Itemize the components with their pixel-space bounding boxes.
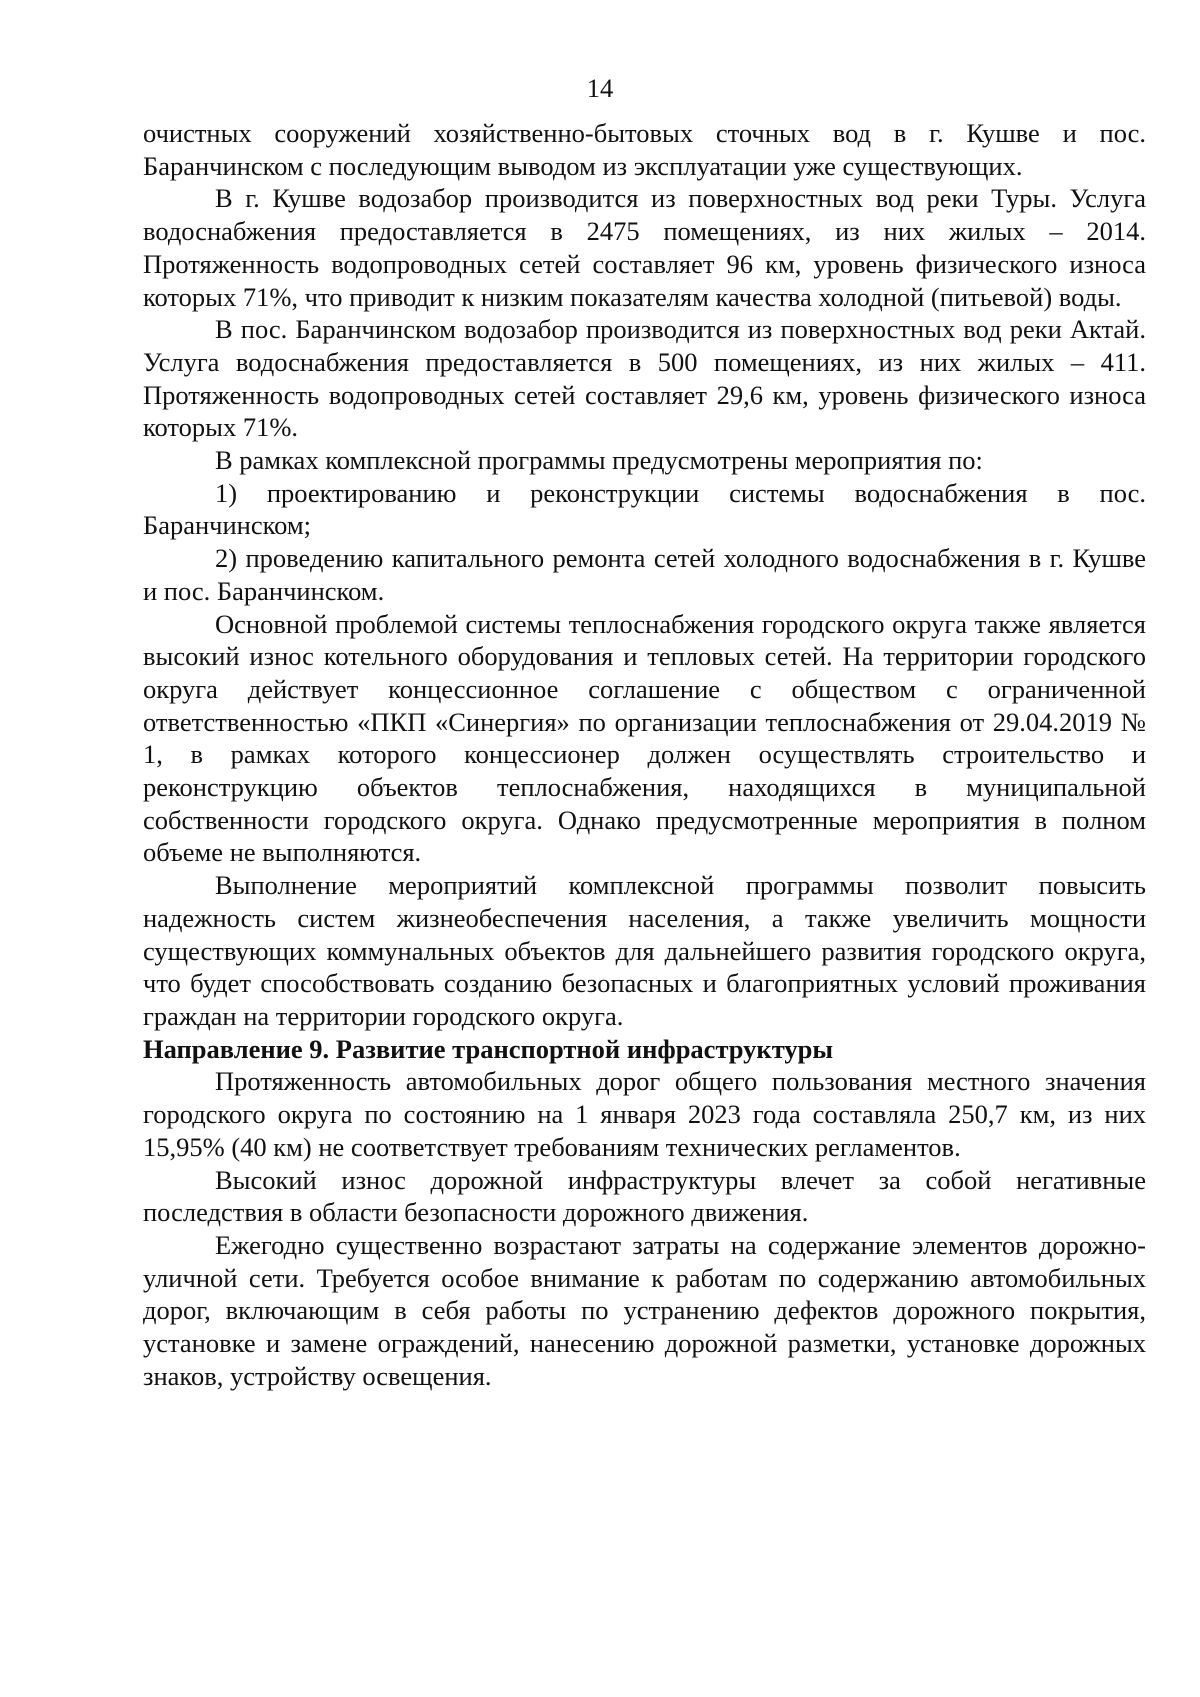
section-heading: Направление 9. Развитие транспортной инфраструктуры xyxy=(143,1033,834,1064)
paragraph: В г. Кушве водозабор производится из поверхностных вод реки Туры. Услуга водоснабжения предоставляется в 2475 помещениях, из них жилых – 2014. Протяженность водопроводных сетей составляет 96 км, уровень физического износа которых 71%, что приводит к низким показателям качества холодной (питьевой) воды. xyxy=(143,183,1146,312)
paragraph: Основной проблемой системы теплоснабжения городского округа также является высокий износ котельного оборудования и тепловых сетей. На территории городского округа действует концессионное соглашение с обществом с ограниченной ответственностью «ПКП «Синергия» по организации теплоснабжения от 29.04.2019 № 1, в рамках которого концессионер должен осуществлять строительство и реконструкцию объектов теплоснабжения, находящихся в муниципальной собственности городского округа. Однако предусмотренные мероприятия в полном объеме не выполняются. xyxy=(143,608,1146,868)
document-body xyxy=(143,117,1146,1392)
list-item-paragraph: 1) проектированию и реконструкции системы водоснабжения в пос. Баранчинском; xyxy=(143,477,1146,541)
paragraph: Ежегодно существенно возрастают затраты на содержание элементов дорожно-уличной сети. Требуется особое внимание к работам по содержанию автомобильных дорог, включающим в себя работы по устранению дефектов дорожного покрытия, установке и замене ограждений, нанесению дорожной разметки, установке дорожных знаков, устройству освещения. xyxy=(143,1229,1146,1391)
paragraph: В пос. Баранчинском водозабор производится из поверхностных вод реки Актай. Услуга водоснабжения предоставляется в 500 помещениях, из них жилых – 411. Протяженность водопроводных сетей составляет 29,6 км, уровень физического износа которых 71%. xyxy=(143,314,1146,443)
page-number: 14 xyxy=(586,73,614,103)
paragraph: Протяженность автомобильных дорог общего пользования местного значения городского округа по состоянию на 1 января 2023 года составляла 250,7 км, из них 15,95% (40 км) не соответствует требованиям технических регламентов. xyxy=(143,1066,1146,1162)
paragraph: Высокий износ дорожной инфраструктуры влечет за собой негативные последствия в области безопасности дорожного движения. xyxy=(143,1164,1146,1228)
paragraph: Выполнение мероприятий комплексной программы позволит повысить надежность систем жизнеобеспечения населения, а также увеличить мощности существующих коммунальных объектов для дальнейшего развития городского округа, что будет способствовать созданию безопасных и благоприятных условий проживания граждан на территории городского округа. xyxy=(143,870,1146,1031)
paragraph: очистных сооружений хозяйственно-бытовых сточных вод в г. Кушве и пос. Баранчинском с последующим выводом из эксплуатации уже существующих. xyxy=(143,118,1146,181)
list-item-paragraph: 2) проведению капитального ремонта сетей холодного водоснабжения в г. Кушве и пос. Баранчинском. xyxy=(143,543,1146,606)
paragraph: В рамках комплексной программы предусмотрены мероприятия по: xyxy=(215,445,983,476)
